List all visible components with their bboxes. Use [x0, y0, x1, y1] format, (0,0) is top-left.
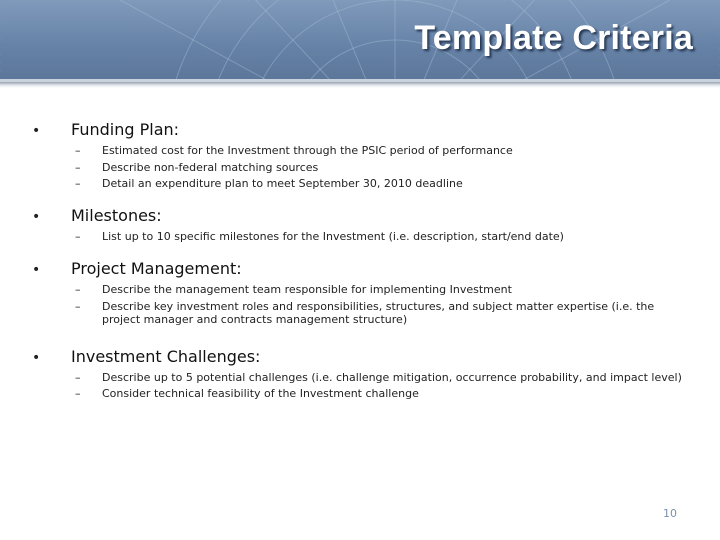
list-item: – Estimated cost for the Investment through the PSIC period of performance — [75, 144, 513, 157]
heading-colon: : — [255, 346, 261, 366]
sub-list — [30, 144, 690, 191]
bullet-icon: • — [32, 208, 41, 225]
section-funding-plan — [30, 120, 690, 191]
section-heading: Investment Challenges — [71, 346, 256, 366]
slide-body — [30, 120, 690, 404]
page-number: 10 — [663, 507, 677, 520]
dash-icon: – — [75, 160, 81, 174]
section-investment-challenges — [30, 347, 690, 401]
dash-icon: – — [75, 144, 81, 157]
list-item: – Describe key investment roles and responsibilities, structures, and subject matter expertise (i.e. the project manager and contracts management structure) — [75, 299, 655, 326]
dash-icon: – — [75, 387, 81, 400]
dash-icon: – — [75, 370, 81, 384]
sub-list — [30, 230, 690, 244]
bullet-icon: • — [32, 123, 41, 139]
bullet-icon: • — [32, 262, 41, 278]
list-item: – Describe non-federal matching sources — [75, 160, 319, 174]
list-item: – List up to 10 specific milestones for the Investment (i.e. description, start/end date) — [75, 229, 564, 243]
list-item: – Describe the management team responsible for implementing Investment — [75, 283, 512, 296]
dash-icon: – — [75, 299, 81, 313]
dash-icon: – — [75, 177, 81, 190]
sub-list — [30, 283, 690, 327]
section-heading: Milestones — [71, 205, 157, 225]
sub-list — [30, 371, 690, 401]
list-item: – Describe up to 5 potential challenges (i.e. challenge mitigation, occurrence probability, and impact level) — [75, 370, 682, 384]
section-project-management — [30, 259, 690, 327]
list-item: – Consider technical feasibility of the Investment challenge — [75, 387, 419, 400]
slide-title: Template Criteria — [414, 19, 693, 57]
dash-icon: – — [75, 283, 81, 296]
section-heading: Project Management — [71, 259, 237, 278]
heading-colon: : — [156, 205, 162, 225]
header-banner — [0, 0, 720, 84]
heading-colon: : — [236, 259, 242, 278]
banner-shadow — [0, 82, 720, 88]
section-heading: Funding Plan — [71, 120, 174, 139]
section-milestones — [30, 206, 690, 244]
bullet-icon: • — [32, 349, 41, 366]
heading-colon: : — [173, 120, 180, 139]
dash-icon: – — [75, 229, 81, 243]
list-item: – Detail an expenditure plan to meet September 30, 2010 deadline — [75, 177, 463, 190]
